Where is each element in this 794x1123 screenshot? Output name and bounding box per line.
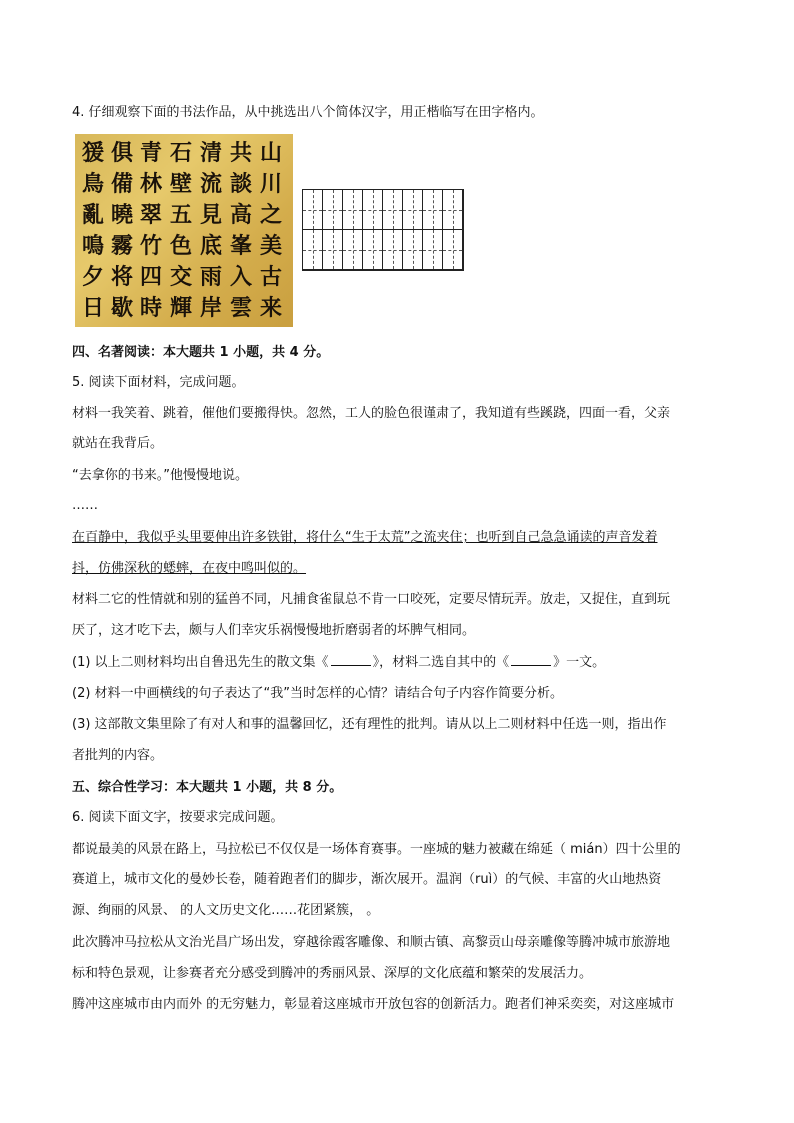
calligraphy-character: 底 (199, 233, 222, 259)
calligraphy-character: 林 (139, 171, 162, 197)
calligraphy-character: 時 (139, 295, 162, 321)
passage-1-line-1: 都说最美的风景在路上，马拉松已不仅仅是一场体育赛事。一座城的魅力被藏在绵延（ mián）四十公里的 (72, 842, 681, 857)
answer-blank-2[interactable] (511, 653, 551, 666)
calligraphy-character: 川 (259, 171, 282, 197)
calligraphy-column (108, 138, 136, 324)
calligraphy-character: 四 (139, 264, 162, 290)
passage-3-line-1: 腾冲这座城市由内而外 的无穷魅力，彰显着这座城市开放包容的创新活力。跑者们神采奕奕，对这座城市 (72, 997, 675, 1012)
passage-2-line-2: 标和特色景观，让参赛者充分感受到腾冲的秀丽风景、深厚的文化底蕴和繁荣的发展活力。 (72, 966, 593, 981)
question-4-prompt: 4. 仔细观察下面的书法作品，从中挑选出八个简体汉字，用正楷临写在田字格内。 (72, 105, 544, 120)
calligraphy-character: 備 (110, 171, 133, 197)
question-5-intro: 5. 阅读下面材料，完成问题。 (72, 375, 245, 390)
calligraphy-character: 流 (199, 171, 222, 197)
section-5-heading: 五、综合性学习：本大题共 1 小题，共 8 分。 (72, 780, 343, 795)
calligraphy-column (227, 138, 255, 324)
calligraphy-character: 将 (110, 264, 133, 290)
sub-question-3-line-2: 者批判的内容。 (72, 748, 164, 763)
calligraphy-character: 五 (169, 202, 192, 228)
tianzige-cell[interactable] (443, 190, 463, 230)
calligraphy-character: 共 (229, 140, 252, 166)
calligraphy-character: 色 (169, 233, 192, 259)
tianzige-cell[interactable] (403, 230, 423, 270)
sub-question-1-text-a: (1) 以上二则材料均出自鲁迅先生的散文集《 (72, 655, 329, 670)
calligraphy-image (75, 134, 293, 327)
material-1-quote: “去拿你的书来。”他慢慢地说。 (72, 468, 248, 483)
tianzige-cell[interactable] (303, 230, 323, 270)
material-2-line-1: 材料二它的性情就和别的猛兽不同，凡捕食雀鼠总不肯一口咬死，定要尽情玩弄。放走，又捉住，直到玩 (72, 592, 671, 607)
tianzige-cell[interactable] (343, 230, 363, 270)
tianzige-cell[interactable] (363, 190, 383, 230)
calligraphy-character: 峯 (229, 233, 252, 259)
calligraphy-character: 歇 (110, 295, 133, 321)
passage-1-line-2: 赛道上，城市文化的曼妙长卷，随着跑者们的脚步，渐次展开。温润（ruì）的气候、丰富的火山地热资 (72, 872, 662, 887)
calligraphy-character: 輝 (169, 295, 192, 321)
answer-blank-1[interactable] (331, 653, 371, 666)
calligraphy-character: 交 (169, 264, 192, 290)
tianzige-cell[interactable] (303, 190, 323, 230)
calligraphy-character: 曉 (110, 202, 133, 228)
sub-question-3-line-1: (3) 这部散文集里除了有对人和事的温馨回忆，还有理性的批判。请从以上二则材料中任选一则，指出作 (72, 717, 667, 732)
tianzige-cell[interactable] (403, 190, 423, 230)
material-1-line-1: 材料一我笑着、跳着，催他们要搬得快。忽然，工人的脸色很谨肃了，我知道有些蹊跷，四面一看，父亲 (72, 406, 671, 421)
calligraphy-column (257, 138, 285, 324)
sub-question-1-text-c: 》一文。 (553, 655, 606, 670)
calligraphy-character: 猨 (81, 140, 104, 166)
calligraphy-character: 竹 (139, 233, 162, 259)
passage-1-line-3: 源、绚丽的风景、 的人文历史文化……花团紧簇， 。 (72, 903, 380, 918)
calligraphy-character: 雲 (229, 295, 252, 321)
calligraphy-column (137, 138, 165, 324)
calligraphy-character: 入 (229, 264, 252, 290)
calligraphy-character: 岸 (199, 295, 222, 321)
calligraphy-character: 美 (259, 233, 282, 259)
material-1-line-2: 就站在我背后。 (72, 436, 164, 451)
underlined-sentence-line-2: 抖，仿佛深秋的蟋蟀，在夜中鸣叫似的。 (72, 561, 307, 576)
calligraphy-character: 壁 (169, 171, 192, 197)
tianzige-cell[interactable] (343, 190, 363, 230)
calligraphy-column (167, 138, 195, 324)
calligraphy-character: 談 (229, 171, 252, 197)
sub-question-1-text-b: 》，材料二选自其中的《 (372, 655, 510, 670)
calligraphy-character: 来 (259, 295, 282, 321)
calligraphy-character: 夕 (81, 264, 104, 290)
calligraphy-character: 見 (199, 202, 222, 228)
material-1-ellipsis: …… (72, 498, 98, 513)
tianzige-cell[interactable] (423, 190, 443, 230)
calligraphy-character: 日 (81, 295, 104, 321)
calligraphy-character: 之 (259, 202, 282, 228)
sub-question-2: (2) 材料一中画横线的句子表达了“我”当时怎样的心情？请结合句子内容作简要分析。 (72, 686, 564, 701)
tianzige-cell[interactable] (323, 190, 343, 230)
tianzige-cell[interactable] (323, 230, 343, 270)
calligraphy-character: 鳴 (81, 233, 104, 259)
calligraphy-character: 雨 (199, 264, 222, 290)
calligraphy-character: 山 (259, 140, 282, 166)
calligraphy-column (197, 138, 225, 324)
tianzige-cell[interactable] (423, 230, 443, 270)
calligraphy-character: 亂 (81, 202, 104, 228)
calligraphy-column (79, 138, 107, 324)
calligraphy-character: 翠 (139, 202, 162, 228)
calligraphy-character: 俱 (110, 140, 133, 166)
calligraphy-character: 清 (199, 140, 222, 166)
calligraphy-character: 石 (169, 140, 192, 166)
tianzige-cell[interactable] (383, 230, 403, 270)
passage-2-line-1: 此次腾冲马拉松从文治光昌广场出发，穿越徐霞客雕像、和顺古镇、高黎贡山母亲雕像等腾冲城市旅游地 (72, 935, 671, 950)
calligraphy-character: 古 (259, 264, 282, 290)
material-2-line-2: 厌了，这才吃下去，颇与人们幸灾乐祸慢慢地折磨弱者的坏脾气相同。 (72, 623, 476, 638)
tianzige-grid (302, 189, 464, 271)
tianzige-cell[interactable] (363, 230, 383, 270)
calligraphy-character: 青 (139, 140, 162, 166)
calligraphy-character: 霧 (110, 233, 133, 259)
calligraphy-character: 高 (229, 202, 252, 228)
underlined-sentence-line-1: 在百静中，我似乎头里要伸出许多铁钳，将什么“生于太荒”之流夹住；也听到自己急急诵读的声音发着 (72, 530, 658, 545)
calligraphy-character: 鳥 (81, 171, 104, 197)
section-4-heading: 四、名著阅读：本大题共 1 小题，共 4 分。 (72, 345, 330, 360)
sub-question-1 (72, 653, 605, 672)
tianzige-cell[interactable] (383, 190, 403, 230)
tianzige-cell[interactable] (443, 230, 463, 270)
question-6-intro: 6. 阅读下面文字，按要求完成问题。 (72, 810, 284, 825)
